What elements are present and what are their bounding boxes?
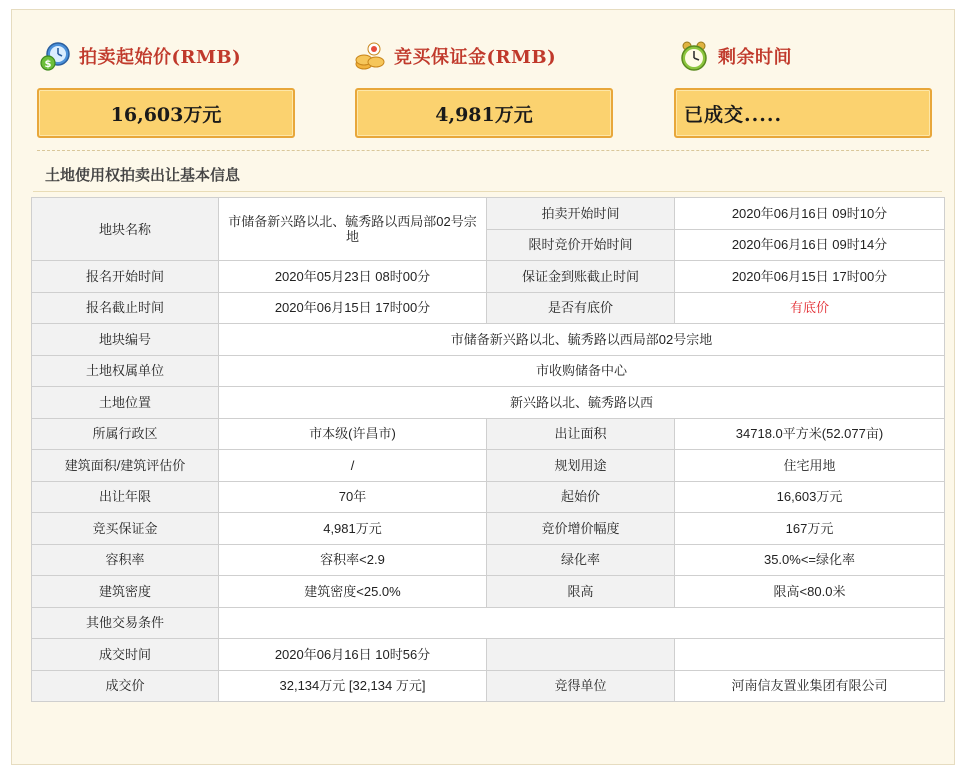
- auction-panel: [11, 9, 955, 765]
- start-price-block: [12, 10, 272, 160]
- summary-bar: [12, 10, 954, 160]
- table-row: [32, 513, 945, 545]
- table-row: [32, 576, 945, 608]
- table-value-cell: 2020年06月16日 09时14分: [675, 229, 945, 261]
- table-value-cell: 32,134万元 [32,134 万元]: [219, 670, 487, 702]
- reserve-price-status: 有底价: [675, 292, 945, 324]
- table-label-cell: 成交时间: [32, 639, 219, 671]
- table-label-cell: 竞买保证金: [32, 513, 219, 545]
- table-row: [32, 418, 945, 450]
- money-clock-icon: [39, 40, 71, 72]
- deposit-label: 竞买保证金(RMB): [394, 47, 557, 68]
- remaining-block: [649, 10, 909, 160]
- table-value-cell: [219, 607, 945, 639]
- deposit-title: [354, 40, 594, 72]
- table-label-cell: 建筑密度: [32, 576, 219, 608]
- table-value-cell: 70年: [219, 481, 487, 513]
- table-label-cell: 起始价: [487, 481, 675, 513]
- remaining-title: [678, 40, 918, 72]
- table-label-cell: 其他交易条件: [32, 607, 219, 639]
- remaining-value: 已成交.....: [674, 88, 932, 138]
- table-row: [32, 544, 945, 576]
- table-label-cell: 限时竞价开始时间: [487, 229, 675, 261]
- table-row: [32, 481, 945, 513]
- table-value-cell: 市收购储备中心: [219, 355, 945, 387]
- alarm-clock-icon: [678, 40, 710, 72]
- table-label-cell: 土地权属单位: [32, 355, 219, 387]
- table-value-cell: 16,603万元: [675, 481, 945, 513]
- start-price-value: 16,603万元: [37, 88, 295, 138]
- table-label-cell: 竞得单位: [487, 670, 675, 702]
- table-value-cell: 容积率<2.9: [219, 544, 487, 576]
- table-label-cell: 土地位置: [32, 387, 219, 419]
- table-label-cell: 所属行政区: [32, 418, 219, 450]
- table-value-cell: 河南信友置业集团有限公司: [675, 670, 945, 702]
- table-label-cell: 出让面积: [487, 418, 675, 450]
- table-label-cell: 竞价增价幅度: [487, 513, 675, 545]
- table-label-cell: 拍卖开始时间: [487, 198, 675, 230]
- table-label-cell: [487, 639, 675, 671]
- table-label-cell: 地块名称: [32, 198, 219, 261]
- table-label-cell: 保证金到账截止时间: [487, 261, 675, 293]
- table-label-cell: 成交价: [32, 670, 219, 702]
- section-divider: [33, 191, 942, 192]
- table-row: [32, 261, 945, 293]
- table-value-cell: 市本级(许昌市): [219, 418, 487, 450]
- table-value-cell: 市储备新兴路以北、毓秀路以西局部02号宗地: [219, 324, 945, 356]
- table-label-cell: 地块编号: [32, 324, 219, 356]
- table-row: [32, 670, 945, 702]
- table-value-cell: 2020年06月16日 10时56分: [219, 639, 487, 671]
- table-row: [32, 387, 945, 419]
- table-value-cell: [675, 639, 945, 671]
- table-label-cell: 规划用途: [487, 450, 675, 482]
- table-label-cell: 限高: [487, 576, 675, 608]
- table-value-cell: 市储备新兴路以北、毓秀路以西局部02号宗地: [219, 198, 487, 261]
- table-value-cell: 4,981万元: [219, 513, 487, 545]
- deposit-value: 4,981万元: [355, 88, 613, 138]
- table-value-cell: 住宅用地: [675, 450, 945, 482]
- table-value-cell: 2020年06月15日 17时00分: [219, 292, 487, 324]
- table-row: [32, 639, 945, 671]
- svg-text:$: $: [44, 59, 52, 70]
- table-label-cell: 容积率: [32, 544, 219, 576]
- table-value-cell: 2020年05月23日 08时00分: [219, 261, 487, 293]
- table-row: [32, 355, 945, 387]
- section-title: 土地使用权拍卖出让基本信息: [45, 166, 241, 184]
- table-row: [32, 292, 945, 324]
- deposit-block: [330, 10, 590, 160]
- table-value-cell: 2020年06月15日 17时00分: [675, 261, 945, 293]
- table-row: [32, 607, 945, 639]
- land-info-table: [31, 197, 945, 702]
- table-value-cell: 2020年06月16日 09时10分: [675, 198, 945, 230]
- table-row: [32, 324, 945, 356]
- table-label-cell: 是否有底价: [487, 292, 675, 324]
- table-value-cell: 167万元: [675, 513, 945, 545]
- table-label-cell: 报名开始时间: [32, 261, 219, 293]
- table-value-cell: 限高<80.0米: [675, 576, 945, 608]
- table-label-cell: 绿化率: [487, 544, 675, 576]
- table-label-cell: 出让年限: [32, 481, 219, 513]
- table-value-cell: 新兴路以北、毓秀路以西: [219, 387, 945, 419]
- table-row: [32, 198, 945, 230]
- table-label-cell: 报名截止时间: [32, 292, 219, 324]
- table-row: [32, 450, 945, 482]
- table-value-cell: 35.0%<=绿化率: [675, 544, 945, 576]
- start-price-title: [39, 40, 279, 72]
- coins-icon: [354, 40, 386, 72]
- remaining-label: 剩余时间: [718, 47, 792, 68]
- table-value-cell: 34718.0平方米(52.077亩): [675, 418, 945, 450]
- summary-divider: [37, 150, 929, 151]
- start-price-label: 拍卖起始价(RMB): [79, 47, 242, 68]
- table-value-cell: 建筑密度<25.0%: [219, 576, 487, 608]
- table-label-cell: 建筑面积/建筑评估价: [32, 450, 219, 482]
- table-value-cell: /: [219, 450, 487, 482]
